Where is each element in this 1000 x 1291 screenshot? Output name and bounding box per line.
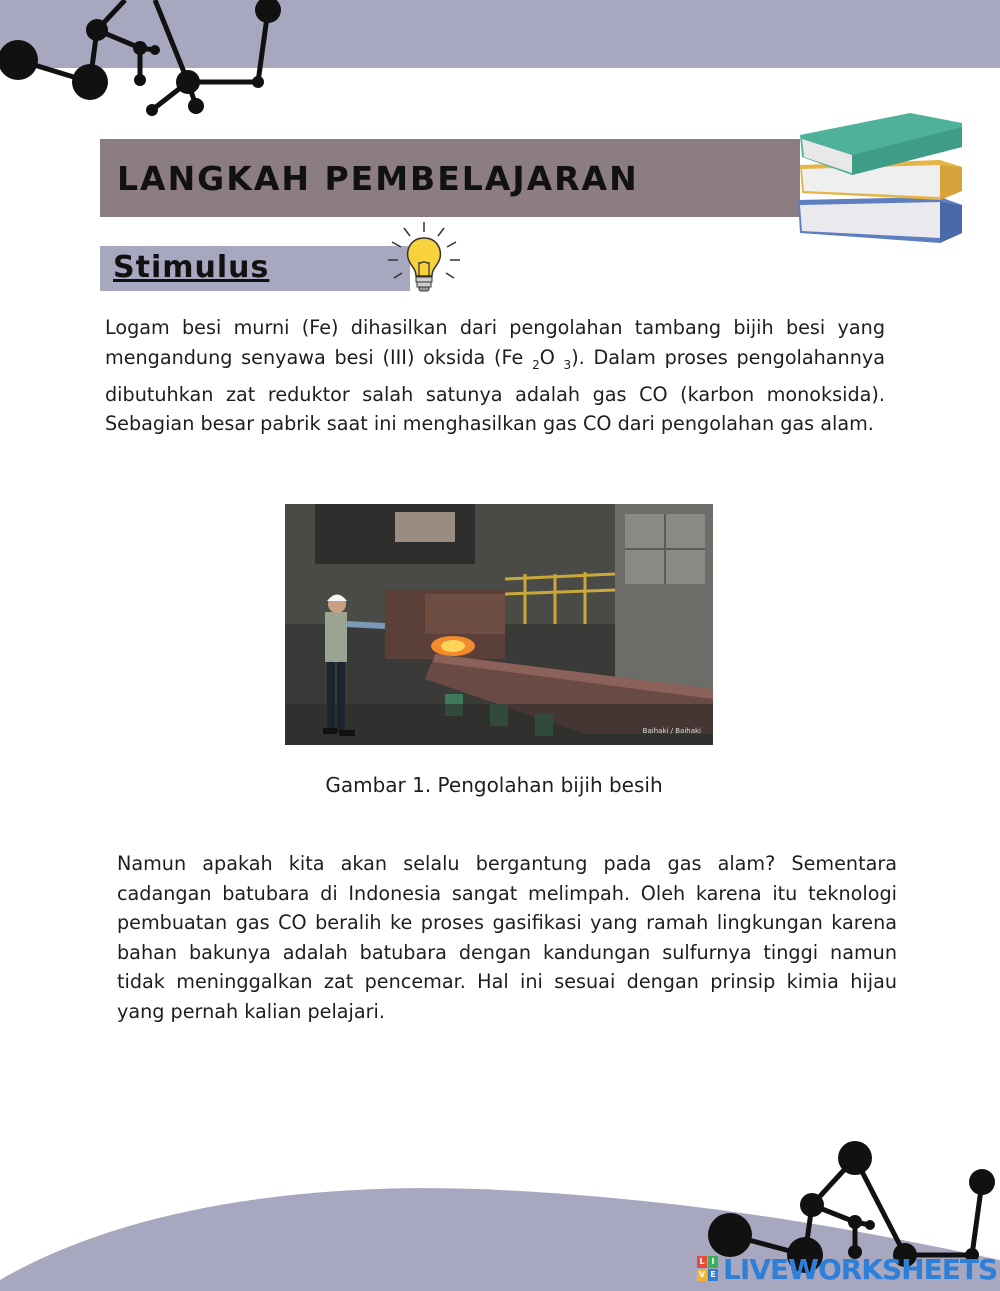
paragraph-body: Namun apakah kita akan selalu bergantung pada gas alam? Sementara cadangan batubara di Indonesia sangat melimpah. Oleh karena itu teknologi pembuatan gas CO beralih ke proses gasifikasi yang ramah lingkungan karena bahan bakunya adalah batubara dengan kandungan sulfurnya tinggi namun tidak meninggalkan zat pencemar. Hal ini sesuai dengan prinsip kimia hijau yang pernah kalian pelajari. xyxy=(117,852,897,1023)
figure-credit: Baihaki / Baihaki xyxy=(642,727,701,735)
figure-photo xyxy=(285,504,713,745)
molecule-decoration-top xyxy=(0,0,290,120)
books-icon xyxy=(790,105,970,250)
logo-text: LIVEWORKSHEETS xyxy=(723,1252,998,1286)
section-banner xyxy=(100,246,410,291)
liveworksheets-logo xyxy=(697,1252,997,1286)
figure-caption: Gambar 1. Pengolahan bijih besih xyxy=(325,773,663,797)
paragraph-intro: Logam besi murni (Fe) dihasilkan dari pengolahan tambang bijih besi yang mengandung senyawa besi (III) oksida (Fe $_2$O $_3$). Dalam proses pengolahannya dibutuhkan zat reduktor salah satunya adalah gas CO (karbon monoksida). Sebagian besar pabrik saat ini menghasilkan gas CO dari pengolahan gas alam. xyxy=(105,316,885,436)
logo-badge-icon: L I V E xyxy=(697,1256,719,1282)
title-banner xyxy=(100,139,800,217)
page-title: LANGKAH PEMBELAJARAN xyxy=(117,159,639,198)
lightbulb-icon xyxy=(384,220,464,300)
section-title: Stimulus xyxy=(113,250,270,285)
